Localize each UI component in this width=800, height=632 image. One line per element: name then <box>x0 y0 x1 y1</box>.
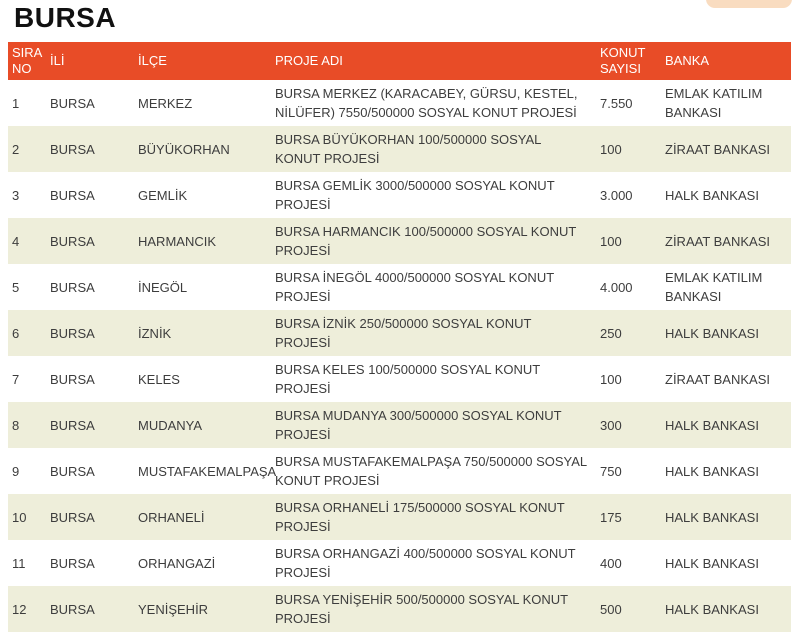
cell-proje-adi: BURSA İZNİK 250/500000 SOSYAL KONUT PROJESİ <box>271 310 596 356</box>
cell-banka: ZİRAAT BANKASI <box>661 356 791 402</box>
cell-konut-sayisi: 400 <box>596 540 661 586</box>
table-row <box>8 494 791 540</box>
cell-konut-sayisi: 100 <box>596 126 661 172</box>
cell-ilce: MUDANYA <box>134 402 271 448</box>
cell-ilce: MUSTAFAKEMALPAŞA <box>134 448 271 494</box>
column-header-banka: BANKA <box>661 42 791 80</box>
cell-ilce: KELES <box>134 356 271 402</box>
cell-sira-no: 12 <box>8 586 46 632</box>
table-row <box>8 402 791 448</box>
cell-konut-sayisi: 300 <box>596 402 661 448</box>
cell-banka: HALK BANKASI <box>661 540 791 586</box>
cell-ilce: ORHANELİ <box>134 494 271 540</box>
table-row <box>8 586 791 632</box>
cell-banka: ZİRAAT BANKASI <box>661 126 791 172</box>
cell-banka: HALK BANKASI <box>661 586 791 632</box>
cell-ilce: ORHANGAZİ <box>134 540 271 586</box>
table-row <box>8 218 791 264</box>
cell-proje-adi: BURSA MUDANYA 300/500000 SOSYAL KONUT PROJESİ <box>271 402 596 448</box>
cell-proje-adi: BURSA ORHANELİ 175/500000 SOSYAL KONUT PROJESİ <box>271 494 596 540</box>
cell-ili: BURSA <box>46 494 134 540</box>
cell-ili: BURSA <box>46 126 134 172</box>
cell-ili: BURSA <box>46 356 134 402</box>
column-header-ilce: İLÇE <box>134 42 271 80</box>
column-header-ili: İLİ <box>46 42 134 80</box>
cell-sira-no: 4 <box>8 218 46 264</box>
cell-sira-no: 11 <box>8 540 46 586</box>
cell-banka: ZİRAAT BANKASI <box>661 218 791 264</box>
cell-ili: BURSA <box>46 218 134 264</box>
column-header-proje-adi: PROJE ADI <box>271 42 596 80</box>
cell-banka: HALK BANKASI <box>661 402 791 448</box>
cell-proje-adi: BURSA HARMANCIK 100/500000 SOSYAL KONUT PROJESİ <box>271 218 596 264</box>
cell-konut-sayisi: 100 <box>596 356 661 402</box>
cell-ilce: BÜYÜKORHAN <box>134 126 271 172</box>
table-row <box>8 172 791 218</box>
table-row <box>8 448 791 494</box>
cell-ili: BURSA <box>46 310 134 356</box>
cell-banka: HALK BANKASI <box>661 310 791 356</box>
cell-ili: BURSA <box>46 80 134 126</box>
cell-ili: BURSA <box>46 586 134 632</box>
cell-sira-no: 5 <box>8 264 46 310</box>
column-header-konut-sayisi: KONUT SAYISI <box>596 42 661 80</box>
cell-banka: HALK BANKASI <box>661 448 791 494</box>
table-row <box>8 356 791 402</box>
cell-ilce: MERKEZ <box>134 80 271 126</box>
cell-banka: EMLAK KATILIM BANKASI <box>661 264 791 310</box>
table-header <box>8 42 791 80</box>
table-row <box>8 264 791 310</box>
cell-ilce: İNEGÖL <box>134 264 271 310</box>
cell-sira-no: 1 <box>8 80 46 126</box>
cell-sira-no: 9 <box>8 448 46 494</box>
cell-proje-adi: BURSA İNEGÖL 4000/500000 SOSYAL KONUT PROJESİ <box>271 264 596 310</box>
cell-banka: EMLAK KATILIM BANKASI <box>661 80 791 126</box>
cell-ili: BURSA <box>46 448 134 494</box>
cell-proje-adi: BURSA MERKEZ (KARACABEY, GÜRSU, KESTEL, NİLÜFER) 7550/500000 SOSYAL KONUT PROJESİ <box>271 80 596 126</box>
projects-table <box>8 42 791 632</box>
table-row <box>8 126 791 172</box>
cell-ili: BURSA <box>46 402 134 448</box>
table-body <box>8 80 791 632</box>
cell-sira-no: 8 <box>8 402 46 448</box>
cell-banka: HALK BANKASI <box>661 172 791 218</box>
cell-konut-sayisi: 3.000 <box>596 172 661 218</box>
cell-ilce: HARMANCIK <box>134 218 271 264</box>
top-right-button[interactable] <box>706 0 792 8</box>
cell-ili: BURSA <box>46 540 134 586</box>
table-row <box>8 540 791 586</box>
cell-ili: BURSA <box>46 264 134 310</box>
cell-konut-sayisi: 4.000 <box>596 264 661 310</box>
cell-konut-sayisi: 750 <box>596 448 661 494</box>
cell-konut-sayisi: 250 <box>596 310 661 356</box>
cell-sira-no: 2 <box>8 126 46 172</box>
cell-sira-no: 10 <box>8 494 46 540</box>
table-row <box>8 80 791 126</box>
cell-ilce: İZNİK <box>134 310 271 356</box>
page-title: BURSA <box>14 2 117 33</box>
cell-konut-sayisi: 100 <box>596 218 661 264</box>
cell-proje-adi: BURSA BÜYÜKORHAN 100/500000 SOSYAL KONUT PROJESİ <box>271 126 596 172</box>
cell-proje-adi: BURSA GEMLİK 3000/500000 SOSYAL KONUT PROJESİ <box>271 172 596 218</box>
cell-banka: HALK BANKASI <box>661 494 791 540</box>
cell-proje-adi: BURSA YENİŞEHİR 500/500000 SOSYAL KONUT PROJESİ <box>271 586 596 632</box>
cell-sira-no: 3 <box>8 172 46 218</box>
table-header-row <box>8 42 791 80</box>
cell-ilce: GEMLİK <box>134 172 271 218</box>
cell-ili: BURSA <box>46 172 134 218</box>
table-row <box>8 310 791 356</box>
cell-konut-sayisi: 175 <box>596 494 661 540</box>
column-header-sira-no: SIRA NO <box>8 42 46 80</box>
cell-proje-adi: BURSA KELES 100/500000 SOSYAL KONUT PROJESİ <box>271 356 596 402</box>
cell-sira-no: 7 <box>8 356 46 402</box>
cell-sira-no: 6 <box>8 310 46 356</box>
cell-ilce: YENİŞEHİR <box>134 586 271 632</box>
cell-konut-sayisi: 7.550 <box>596 80 661 126</box>
cell-konut-sayisi: 500 <box>596 586 661 632</box>
cell-proje-adi: BURSA ORHANGAZİ 400/500000 SOSYAL KONUT PROJESİ <box>271 540 596 586</box>
cell-proje-adi: BURSA MUSTAFAKEMALPAŞA 750/500000 SOSYAL KONUT PROJESİ <box>271 448 596 494</box>
